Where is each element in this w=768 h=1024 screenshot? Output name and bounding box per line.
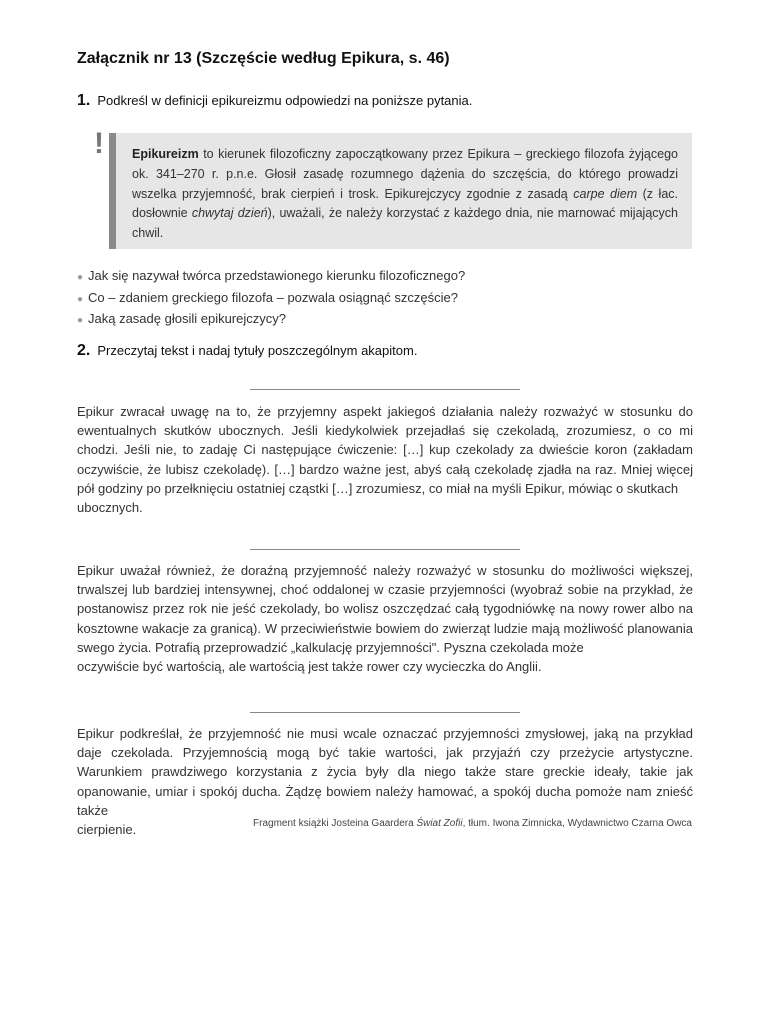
task-1 bbox=[77, 92, 472, 110]
title-answer-line-3[interactable] bbox=[250, 712, 520, 713]
paragraph-1: Epikur zwracał uwagę na to, że przyjemny aspekt jakiegoś działania należy rozważyć w stosunku do ewentualnych skutków ubocznych. Jeśli kiedykolwiek przejadłaś się czekoladą, zrozumiesz, o co mi chodzi. Jeśli nie, to zadaję Ci następujące ćwiczenie: […] kup czekolady za dwieście koron (zakładam oczywiście, że lubisz czekoladę). […] bardzo ważne jest, abyś całą czekoladę zjadła na raz. Mniej więcej pół godziny po przełknięciu ostatniej cząstki […] zrozumiesz, co miał na myśli Epikur, mówiąc o skutkach ubocznych. bbox=[77, 404, 693, 516]
title-answer-line-1[interactable] bbox=[250, 389, 520, 390]
paragraph-2: Epikur uważał również, że doraźną przyjemność należy rozważyć w stosunku do możliwości większej, trwalszej lub bardziej intensywnej, choć oddalonej w czasie przyjemności (wyobraź sobie na przykład, że postanowisz przez rok nie jeść czekolady, bo wolisz oszczędzać całą tygodniówkę na nowy rower albo na kosztowne wakacje za granicą). W przeciwieństwie bowiem do zwierząt ludzie mają możliwość planowania swego życia. Potrafią przeprowadzić „kalkulację przyjemności". Pyszna czekolada może oczywiście być wartością, ale wartością jest także rower czy wycieczka do Anglii. bbox=[77, 563, 693, 675]
definition-text-1: to kierunek filozoficzny zapoczątkowany przez Epikura – greckiego filozofa żyjącego ok. 341–270 r. p.n.e. Głosił zasadę rozumnego dążenia do szczęścia, do którego prowadzi wszelka przyjemność, brak cierpień i trosk. Epikurejczycy zgodnie z zasadą bbox=[132, 147, 678, 201]
question-list bbox=[77, 266, 465, 331]
task-2-number: 2. bbox=[77, 342, 91, 359]
definition-italic-carpe-diem: carpe diem bbox=[573, 186, 638, 201]
task-1-instruction: Podkreśl w definicji epikureizmu odpowiedzi na poniższe pytania. bbox=[97, 93, 473, 108]
task-2 bbox=[77, 342, 417, 360]
book-title: Świat Zofii bbox=[416, 818, 463, 829]
exclamation-icon: ! bbox=[94, 127, 104, 160]
definition-text-3: ), uważali, że należy korzystać z każdego dnia, nie marnować mijających chwil. bbox=[132, 206, 678, 241]
definition-box bbox=[109, 133, 692, 249]
question-item: ● Jaką zasadę głosili epikurejczycy? bbox=[77, 309, 465, 331]
source-citation: Fragment książki Josteina Gaardera Świat Zofii, tłum. Iwona Zimnicka, Wydawnictwo Czarna Owca bbox=[253, 818, 692, 829]
page-title: Załącznik nr 13 (Szczęście według Epikura, s. 46) bbox=[77, 50, 450, 67]
question-item: ● Co – zdaniem greckiego filozofa – pozwala osiągnąć szczęście? bbox=[77, 288, 465, 310]
task-2-instruction: Przeczytaj tekst i nadaj tytuły poszczególnym akapitom. bbox=[97, 343, 418, 358]
question-item: ● Jak się nazywał twórca przedstawionego kierunku filozoficznego? bbox=[77, 266, 465, 288]
definition-text-2: (z łac. dosłownie bbox=[132, 186, 679, 221]
bullet-icon: ● bbox=[77, 293, 84, 305]
bullet-icon: ● bbox=[77, 272, 84, 283]
definition-term: Epikureizm bbox=[132, 147, 199, 161]
title-answer-line-2[interactable] bbox=[250, 549, 520, 550]
definition-italic-chwytaj-dzien: chwytaj dzień bbox=[191, 206, 268, 221]
task-1-number: 1. bbox=[77, 92, 91, 109]
bullet-icon: ● bbox=[77, 315, 84, 326]
paragraph-3: Epikur podkreślał, że przyjemność nie musi wcale oznaczać przyjemności zmysłowej, jaką na przykład daje czekolada. Przyjemnością mogą być takie wartości, jak przyjaźń czy przeżycie artystyczne. Warunkiem prawdziwego korzystania z życia były dla niego także stare greckie ideały, takie jak opanowanie, umiar i spokój ducha. Żądzę bowiem należy hamować, a spokój ducha pomoże nam znieść także cierpienie. bbox=[77, 726, 693, 838]
